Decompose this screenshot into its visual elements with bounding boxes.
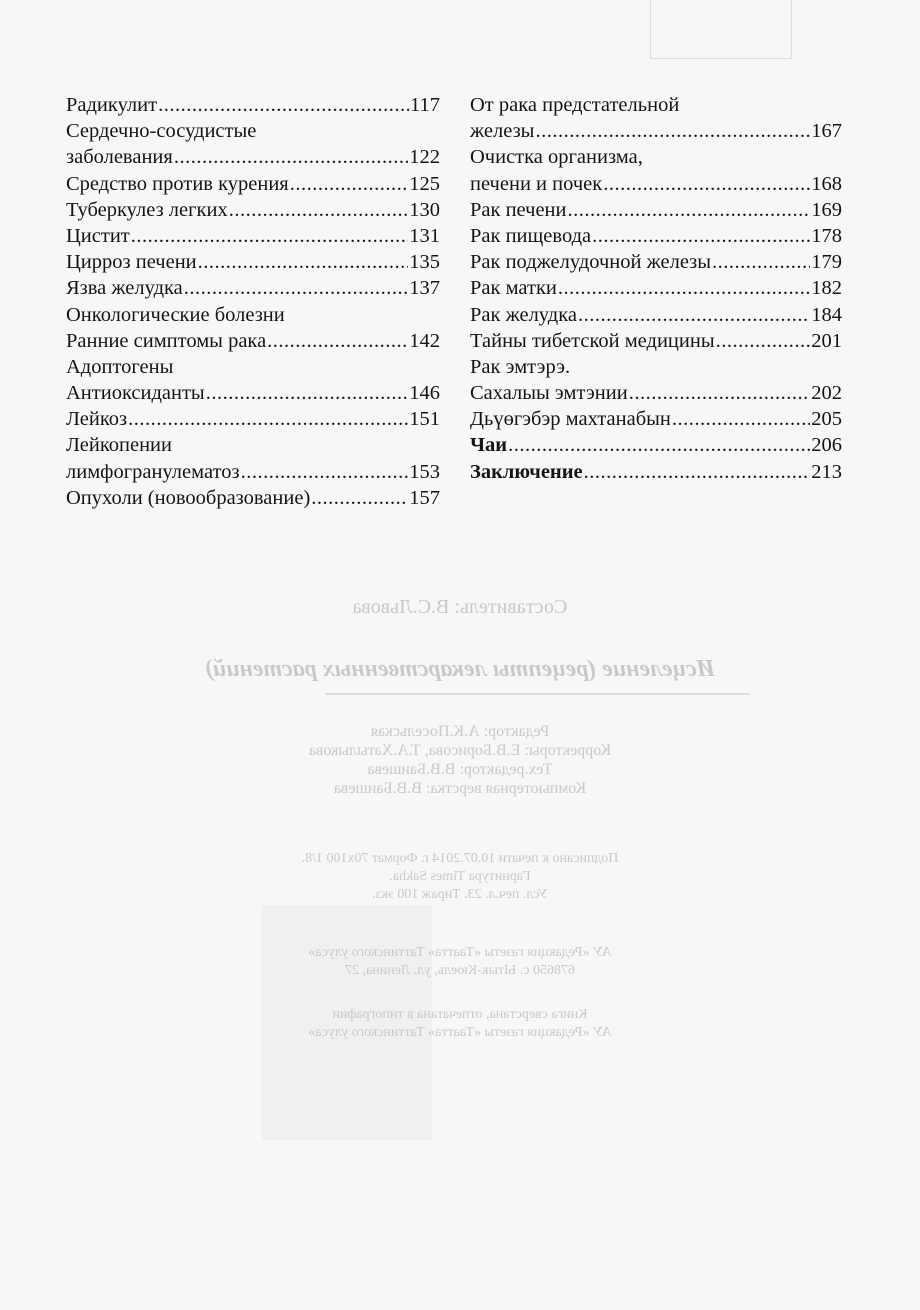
toc-entry-title: Лейкоз <box>66 408 128 431</box>
toc-entry-page: 168 <box>811 172 842 195</box>
toc-entry <box>66 328 440 354</box>
toc-entry <box>470 118 842 144</box>
toc-entry <box>66 432 440 458</box>
toc-entry <box>470 459 842 485</box>
toc-entry-page: 131 <box>409 224 440 247</box>
dot-leader <box>558 275 810 301</box>
toc-entry-page: 122 <box>409 146 440 169</box>
toc-entry <box>66 275 440 301</box>
toc-entry-page: 205 <box>811 408 842 431</box>
dot-leader <box>128 406 408 432</box>
toc-entry-page: 201 <box>811 329 842 352</box>
toc-entry-page: 157 <box>409 486 440 509</box>
bleed-through-imprint: Подписано к печати 10.07.2014 г. Формат 70х100 1/8. Гарнитура Times Sakha. Усл. печ.л. 23. Тираж 100 экз. АУ «Редакция газеты «Таатта» Таттинского улуса» 678650 с. Ытык-Кюель, ул. Ленина, 27 Книга сверстана, отпечатана в типографии АУ «Редакция газеты «Таатта» Таттинского улуса» <box>301 851 619 1040</box>
dot-leader <box>267 328 408 354</box>
bleed-through-compiler: Составитель: В.С.Львова <box>352 596 568 618</box>
toc-entry-page: 169 <box>811 198 842 221</box>
dot-leader <box>174 144 408 170</box>
toc-entry <box>470 197 842 223</box>
toc-entry-page: 151 <box>409 408 440 431</box>
toc-entry-title: Радикулит <box>66 94 158 116</box>
toc-entry-title: Язва желудка <box>66 277 183 300</box>
toc-entry-title: Цирроз печени <box>66 251 197 274</box>
dot-leader <box>535 118 810 144</box>
dot-leader <box>311 485 408 511</box>
dot-leader <box>131 223 408 249</box>
toc-entry-page: 130 <box>409 198 440 221</box>
dot-leader <box>603 171 810 197</box>
toc-entry <box>66 302 440 328</box>
toc-entry-title: Рак печени <box>470 198 567 221</box>
toc-entry <box>66 92 440 118</box>
dot-leader <box>712 249 810 275</box>
toc-entry-title: Рак эмтэрэ. <box>470 355 571 378</box>
toc-entry <box>66 118 440 144</box>
toc-entry-page: 135 <box>409 251 440 274</box>
dot-leader <box>672 406 810 432</box>
toc-entry-page: 178 <box>811 224 842 247</box>
toc-entry <box>470 406 842 432</box>
dot-leader <box>629 380 811 406</box>
toc-entry <box>470 144 842 170</box>
toc-entry-title: Онкологические болезни <box>66 303 285 326</box>
toc-entry <box>66 144 440 170</box>
toc-entry-title: Рак матки <box>470 277 557 300</box>
toc-entry-title: Рак желудка <box>470 303 577 326</box>
toc-entry-page: 167 <box>811 120 842 143</box>
library-stamp <box>650 0 792 59</box>
toc-entry <box>66 249 440 275</box>
toc-entry-title: печени и почек <box>470 172 603 195</box>
toc-entry-page: 179 <box>811 251 842 274</box>
toc-entry <box>66 380 440 406</box>
toc-entry <box>470 92 842 118</box>
toc-entry-page: 184 <box>811 303 842 326</box>
toc-entry-title: Цистит <box>66 224 130 247</box>
toc-entry <box>66 459 440 485</box>
toc-entry <box>66 197 440 223</box>
toc-entry-title: Рак поджелудочной железы <box>470 251 712 274</box>
bleed-through-credits: Редактор: А.К.Посельская Корректоры: Е.В.Борисова, Т.А.Хатылыкова Тех.редактор: В.В.Баишева Компьютерная верстка: В.В.Баишева <box>308 723 612 797</box>
toc-entry <box>470 328 842 354</box>
dot-leader <box>592 223 810 249</box>
toc-entry-title: Сахалыы эмтэнии <box>470 382 628 405</box>
dot-leader <box>508 432 810 458</box>
toc-entry-title: железы <box>470 120 535 143</box>
toc-entry <box>470 249 842 275</box>
toc-entry-page: 125 <box>409 172 440 195</box>
toc-entry <box>470 171 842 197</box>
toc-entry-title: От рака предстательной <box>470 94 680 116</box>
toc-entry-title: Чаи <box>470 434 508 457</box>
toc-entry <box>66 406 440 432</box>
toc-entry <box>470 223 842 249</box>
toc-right-column <box>470 92 842 485</box>
toc-entry-page: 117 <box>410 94 440 116</box>
toc-entry-page: 153 <box>409 460 440 483</box>
dot-leader <box>229 197 409 223</box>
dot-leader <box>716 328 811 354</box>
dot-leader <box>568 197 811 223</box>
toc-left-column <box>66 92 440 511</box>
toc-entry-title: Очистка организма, <box>470 146 643 169</box>
toc-entry-page: 142 <box>409 329 440 352</box>
toc-entry-page: 213 <box>811 460 842 483</box>
toc-entry-title: Ранние симптомы рака <box>66 329 267 352</box>
toc-entry-page: 146 <box>409 382 440 405</box>
bleed-through-rule <box>325 693 750 695</box>
dot-leader <box>198 249 409 275</box>
toc-entry-title: Антиоксиданты <box>66 382 205 405</box>
toc-entry-page: 206 <box>811 434 842 457</box>
dot-leader <box>184 275 408 301</box>
toc-entry-title: Рак пищевода <box>470 224 592 247</box>
toc-entry <box>470 302 842 328</box>
toc-entry <box>470 432 842 458</box>
toc-entry-title: Дьүөгэбэр махтанабын <box>470 408 671 431</box>
dot-leader <box>578 302 810 328</box>
toc-entry-title: Тайны тибетской медицины <box>470 329 715 352</box>
toc-entry <box>470 354 842 380</box>
bleed-through-title: Исцеление (рецепты лекарственных растений) <box>204 656 716 682</box>
toc-entry <box>66 223 440 249</box>
toc-entry <box>66 485 440 511</box>
toc-entry-title: заболевания <box>66 146 173 169</box>
toc-entry-title: Средство против курения <box>66 172 289 195</box>
toc-entry <box>470 380 842 406</box>
toc-entry <box>66 354 440 380</box>
toc-entry-title: Туберкулез легких <box>66 198 228 221</box>
dot-leader <box>206 380 409 406</box>
dot-leader <box>241 459 409 485</box>
toc-entry-title: Адоптогены <box>66 355 174 378</box>
toc-entry-title: Опухоли (новообразование) <box>66 486 311 509</box>
toc-entry <box>470 275 842 301</box>
dot-leader <box>158 92 409 118</box>
toc-entry-title: Лейкопении <box>66 434 172 457</box>
toc-entry <box>66 171 440 197</box>
toc-entry-title: Заключение <box>470 460 583 483</box>
toc-entry-title: лимфогранулематоз <box>66 460 240 483</box>
toc-entry-title: Сердечно-сосудистые <box>66 120 257 143</box>
dot-leader <box>584 459 811 485</box>
dot-leader <box>290 171 409 197</box>
toc-entry-page: 137 <box>409 277 440 300</box>
toc-entry-page: 202 <box>811 382 842 405</box>
toc-entry-page: 182 <box>811 277 842 300</box>
